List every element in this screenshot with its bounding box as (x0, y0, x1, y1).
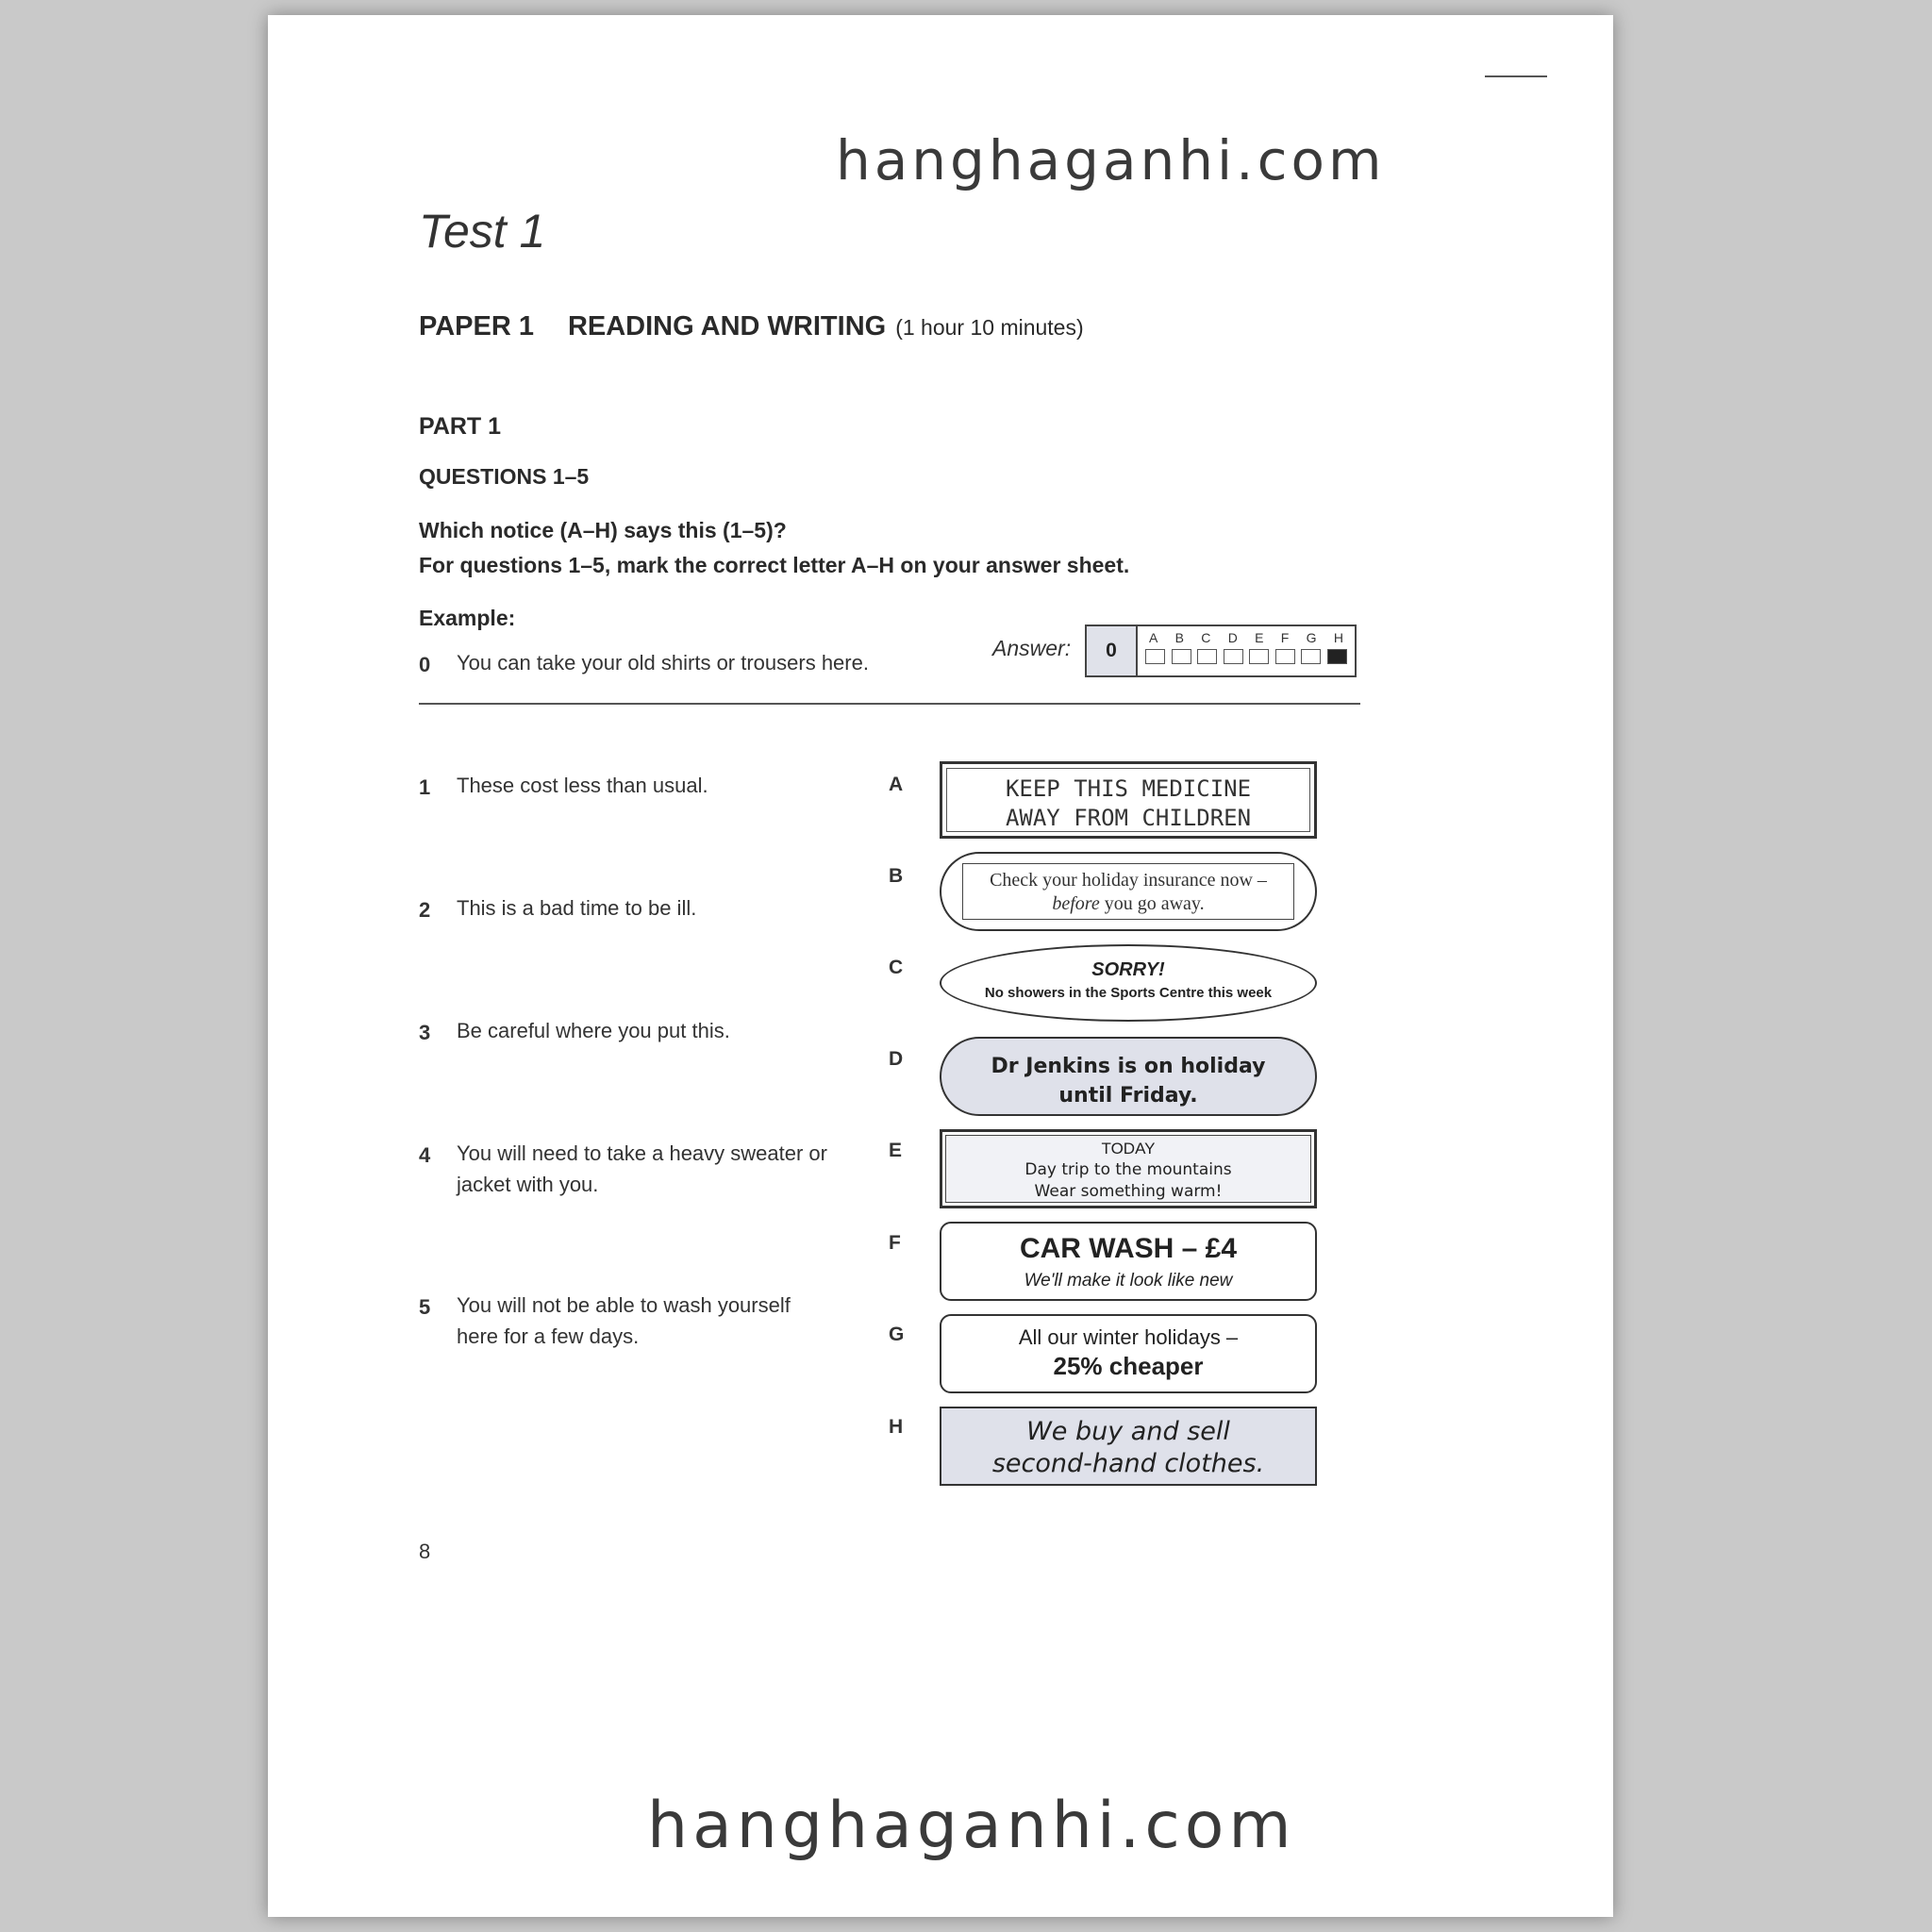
question-text: You will not be able to wash yourself here for a few days. (457, 1293, 791, 1348)
paper-number: PAPER 1 (419, 311, 534, 341)
notice-g-line-1: All our winter holidays – (1018, 1325, 1239, 1349)
notice-c-line-2: No showers in the Sports Centre this week (984, 985, 1273, 1001)
notice-b-line-2 (963, 892, 1293, 916)
notice-a-line-1: KEEP THIS MEDICINE (1005, 775, 1252, 802)
question-number: 3 (419, 1021, 431, 1044)
example-number: 0 (419, 653, 431, 676)
notice-f-line-2: We'll make it look like new (1024, 1271, 1233, 1291)
answer-letter-e: E (1255, 630, 1264, 645)
answer-letter-f: F (1280, 630, 1290, 645)
notice-h-line-2: second-hand clothes. (991, 1449, 1265, 1478)
answer-checkbox-g[interactable] (1301, 649, 1321, 664)
notice-c-line-1: SORRY! (1091, 959, 1165, 980)
answer-label: Answer: (992, 636, 1072, 660)
notice-d-line-2: until Friday. (1058, 1084, 1198, 1108)
exam-page (268, 15, 1613, 1917)
instruction-line-2: For questions 1–5, mark the correct letter A–H on your answer sheet. (419, 553, 1130, 577)
answer-box (1085, 625, 1357, 677)
part-heading: PART 1 (419, 413, 502, 440)
answer-checkbox-a[interactable] (1145, 649, 1165, 664)
paper-heading (419, 311, 1084, 342)
notice-letter-b: B (889, 865, 904, 887)
paper-name: READING AND WRITING (567, 311, 887, 341)
answer-letter-g: G (1306, 630, 1317, 645)
notice-a-line-2: AWAY FROM CHILDREN (1005, 805, 1252, 831)
notice-b (940, 852, 1317, 931)
notice-e (940, 1129, 1317, 1208)
page-number: 8 (419, 1540, 431, 1563)
notice-b-emphasis: before (1052, 893, 1100, 914)
notice-d (940, 1037, 1317, 1116)
answer-checkbox-h[interactable] (1327, 649, 1347, 664)
corner-rule (1485, 75, 1547, 77)
notice-h-line-1: We buy and sell (1026, 1417, 1230, 1446)
answer-grid (1138, 626, 1355, 675)
notice-letter-e: E (889, 1140, 903, 1161)
notice-g-line-2: 25% cheaper (1053, 1352, 1204, 1380)
example-label: Example: (419, 606, 516, 630)
test-title: Test 1 (419, 205, 546, 258)
answer-letters (1145, 630, 1347, 645)
answer-letter-h: H (1333, 630, 1343, 645)
watermark-top: hanghaganhi.com (836, 128, 1386, 192)
notice-b-line-1: Check your holiday insurance now – (990, 870, 1267, 891)
notice-letter-g: G (889, 1324, 905, 1345)
answer-checkbox-f[interactable] (1275, 649, 1295, 664)
notice-letter-a: A (889, 774, 904, 795)
question-text: These cost less than usual. (457, 774, 708, 797)
notice-f-line-1: CAR WASH – £4 (1019, 1233, 1238, 1264)
notice-g (940, 1314, 1317, 1393)
notice-letter-f: F (889, 1232, 901, 1254)
section-divider (419, 703, 1360, 705)
notice-e-line-2: Day trip to the mountains (1024, 1160, 1232, 1179)
question-text: You will need to take a heavy sweater or jacket with you. (457, 1141, 827, 1196)
answer-letter-b: B (1174, 630, 1184, 645)
answer-letter-a: A (1149, 630, 1158, 645)
instruction-line-1: Which notice (A–H) says this (1–5)? (419, 518, 787, 542)
notice-letter-h: H (889, 1416, 904, 1438)
answer-boxes (1145, 649, 1347, 664)
answer-checkbox-e[interactable] (1249, 649, 1269, 664)
paper-duration: (1 hour 10 minutes) (895, 315, 1084, 340)
notice-e-line-1: TODAY (1101, 1140, 1156, 1158)
watermark-bottom: hanghaganhi.com (647, 1789, 1296, 1863)
question-text: This is a bad time to be ill. (457, 896, 697, 920)
notice-b-line-2-rest: you go away. (1099, 893, 1205, 914)
answer-checkbox-c[interactable] (1197, 649, 1217, 664)
notice-letter-c: C (889, 957, 904, 978)
answer-letter-d: D (1227, 630, 1238, 645)
notice-c (940, 944, 1317, 1022)
question-number: 2 (419, 898, 431, 922)
answer-checkbox-d[interactable] (1224, 649, 1243, 664)
notice-e-line-3: Wear something warm! (1034, 1182, 1223, 1201)
notice-d-line-1: Dr Jenkins is on holiday (991, 1055, 1266, 1078)
example-text: You can take your old shirts or trousers here. (457, 651, 869, 675)
question-text: Be careful where you put this. (457, 1019, 730, 1042)
question-number: 4 (419, 1143, 431, 1167)
notice-a (940, 761, 1317, 839)
question-number: 1 (419, 775, 431, 799)
answer-number: 0 (1087, 626, 1138, 675)
answer-checkbox-b[interactable] (1172, 649, 1191, 664)
notice-letter-d: D (889, 1048, 904, 1070)
notice-f (940, 1222, 1317, 1301)
questions-heading: QUESTIONS 1–5 (419, 464, 590, 489)
answer-letter-c: C (1201, 630, 1211, 645)
question-number: 5 (419, 1295, 431, 1319)
notice-h (940, 1407, 1317, 1486)
